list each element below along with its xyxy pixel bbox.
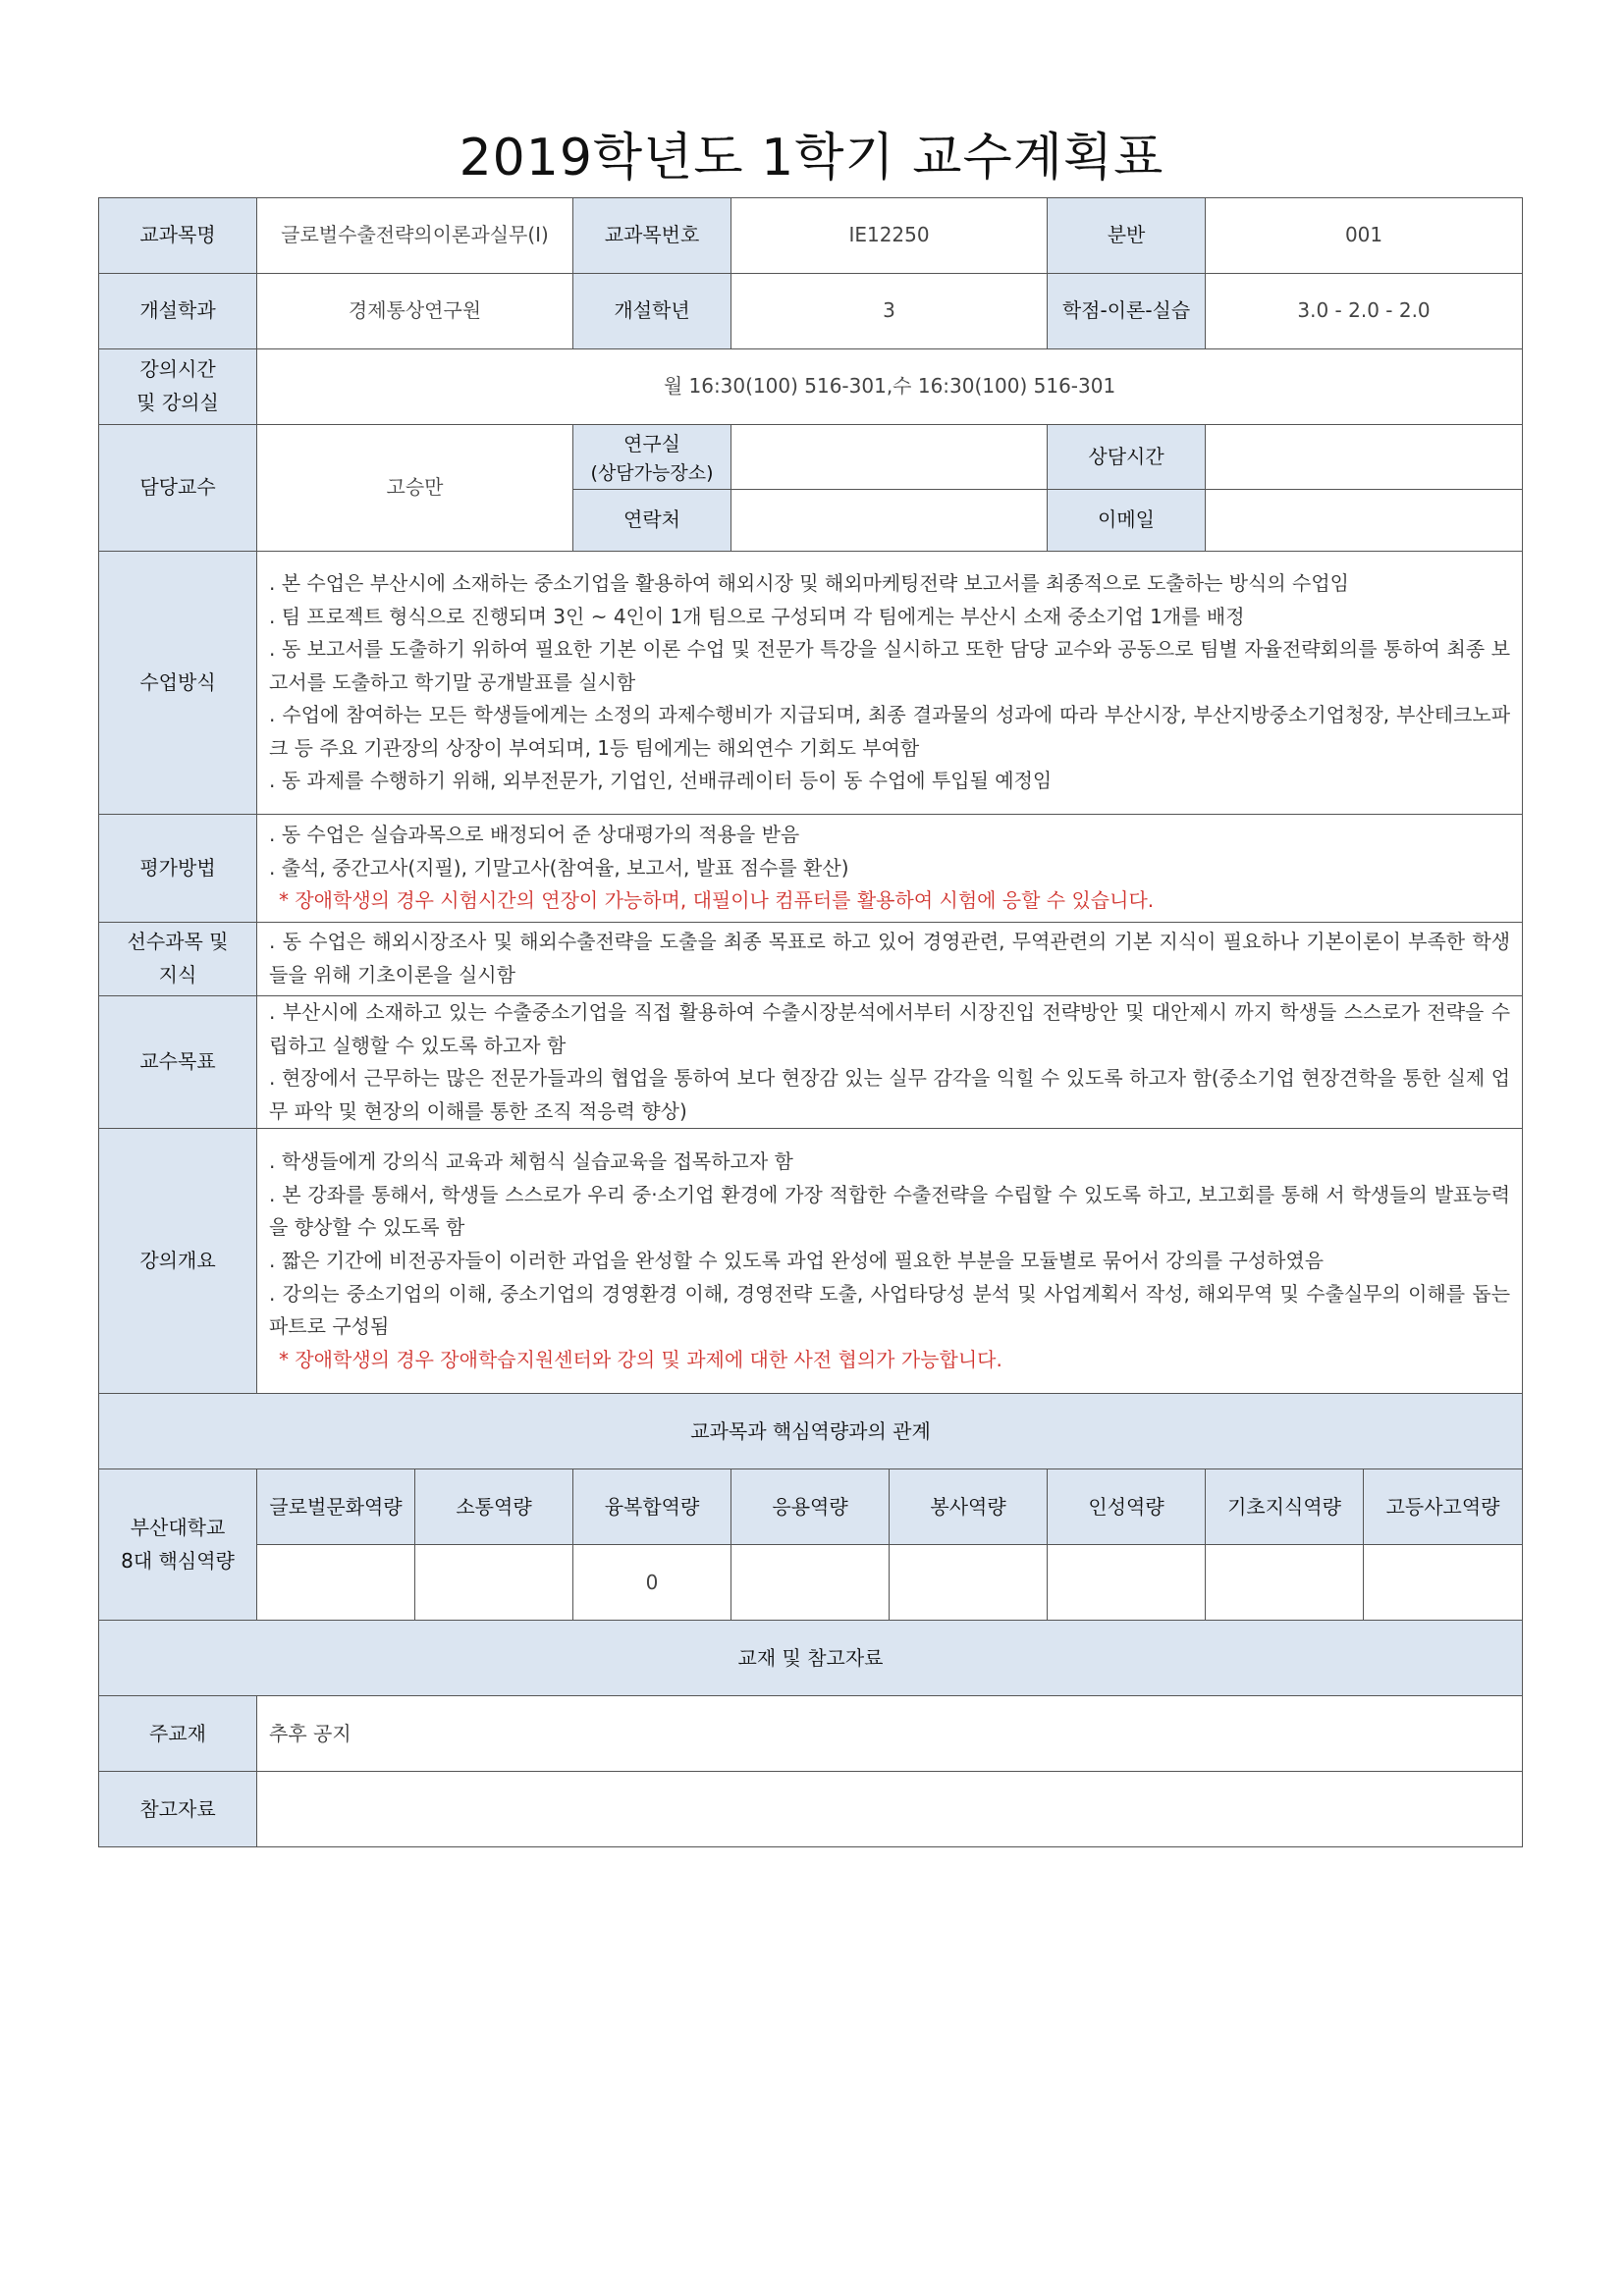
year-value: 3 bbox=[731, 274, 1048, 349]
main-textbook-label: 주교재 bbox=[99, 1696, 257, 1772]
page-title: 2019학년도 1학기 교수계획표 bbox=[459, 129, 1164, 187]
dept-label: 개설학과 bbox=[99, 274, 257, 349]
competency-value-8 bbox=[1364, 1545, 1523, 1621]
overview-note: * 장애학생의 경우 장애학습지원센터와 강의 및 과제에 대한 사전 협의가 가능합니다. bbox=[279, 1347, 1002, 1371]
competency-value-5 bbox=[890, 1545, 1048, 1621]
competency-header-6: 인성역량 bbox=[1048, 1469, 1206, 1545]
prof-value: 고승만 bbox=[257, 425, 573, 552]
contact-value bbox=[731, 490, 1048, 552]
overview-text bbox=[257, 1129, 1523, 1394]
competency-value-1 bbox=[257, 1545, 415, 1621]
competency-section-title: 교과목과 핵심역량과의 관계 bbox=[99, 1394, 1523, 1469]
course-name: 글로벌수출전략의이론과실무(I) bbox=[257, 198, 573, 274]
contact-label: 연락처 bbox=[573, 490, 731, 552]
overview-line-4: . 강의는 중소기업의 이해, 중소기업의 경영환경 이해, 경영전략 도출, 사업타당성 분석 및 사업계획서 작성, 해외무역 및 수출실무의 이해를 돕는 파트로 구성됨 bbox=[269, 1281, 1511, 1339]
dept-value: 경제통상연구원 bbox=[257, 274, 573, 349]
overview-line-3: . 짧은 기간에 비전공자들이 이러한 과업을 완성할 수 있도록 과업 완성에 필요한 부분을 모듈별로 묶어서 강의를 구성하였음 bbox=[269, 1249, 1325, 1273]
method-line-3: . 동 보고서를 도출하기 위하여 필요한 기본 이론 수업 및 전문가 특강을 실시하고 또한 담당 교수와 공동으로 팀별 자율전략회의를 통하여 최종 보고서를 도출하고 학기말 공개발표를 실시함 bbox=[269, 637, 1511, 694]
textbook-section-title: 교재 및 참고자료 bbox=[99, 1621, 1523, 1696]
course-row bbox=[99, 198, 1523, 274]
method-line-2: . 팀 프로젝트 형식으로 진행되며 3인 ~ 4인이 1개 팀으로 구성되며 각 팀에게는 부산시 소재 중소기업 1개를 배정 bbox=[269, 604, 1245, 628]
evaluation-text bbox=[257, 815, 1523, 923]
competency-value-2 bbox=[415, 1545, 573, 1621]
evaluation-line-1: . 동 수업은 실습과목으로 배정되어 준 상대평가의 적용을 받음 bbox=[269, 823, 800, 847]
reference-label: 참고자료 bbox=[99, 1772, 257, 1847]
evaluation-row bbox=[99, 815, 1523, 923]
goals-label: 교수목표 bbox=[99, 996, 257, 1129]
competency-value-4 bbox=[731, 1545, 890, 1621]
course-name-label: 교과목명 bbox=[99, 198, 257, 274]
reference-value bbox=[257, 1772, 1523, 1847]
email-label: 이메일 bbox=[1048, 490, 1206, 552]
competency-value-row bbox=[99, 1545, 1523, 1621]
prof-label: 담당교수 bbox=[99, 425, 257, 552]
competency-label-line-1: 부산대학교 bbox=[130, 1516, 226, 1540]
course-no-label: 교과목번호 bbox=[573, 198, 731, 274]
method-line-4: . 수업에 참여하는 모든 학생들에게는 소정의 과제수행비가 지급되며, 최종 결과물의 성과에 따라 부산시장, 부산지방중소기업청장, 부산테크노파크 등 주요 기관장의 상장이 부여되며, 1등 팀에게는 해외연수 기회도 부여함 bbox=[269, 703, 1511, 760]
competency-header-4: 응용역량 bbox=[731, 1469, 890, 1545]
time-value: 월 16:30(100) 516-301,수 16:30(100) 516-301 bbox=[257, 349, 1523, 425]
method-row bbox=[99, 552, 1523, 815]
goals-row bbox=[99, 996, 1523, 1129]
time-row bbox=[99, 349, 1523, 425]
credit-label: 학점-이론-실습 bbox=[1048, 274, 1206, 349]
textbook-title-row bbox=[99, 1621, 1523, 1696]
competency-header-8: 고등사고역량 bbox=[1364, 1469, 1523, 1545]
consult-label: 상담시간 bbox=[1048, 425, 1206, 490]
dept-row bbox=[99, 274, 1523, 349]
competency-value-7 bbox=[1206, 1545, 1364, 1621]
competency-label-line-2: 8대 핵심역량 bbox=[121, 1548, 235, 1573]
course-no: IE12250 bbox=[731, 198, 1048, 274]
section-label: 분반 bbox=[1048, 198, 1206, 274]
method-line-1: . 본 수업은 부산시에 소재하는 중소기업을 활용하여 해외시장 및 해외마케팅전략 보고서를 최종적으로 도출하는 방식의 수업임 bbox=[269, 570, 1350, 595]
email-value bbox=[1206, 490, 1523, 552]
time-label-line-2: 및 강의실 bbox=[136, 391, 219, 414]
goals-text bbox=[257, 996, 1523, 1129]
competency-label bbox=[99, 1469, 257, 1621]
competency-header-5: 봉사역량 bbox=[890, 1469, 1048, 1545]
overview-line-2: . 본 강좌를 통해서, 학생들 스스로가 우리 중·소기업 환경에 가장 적합한 수출전략을 수립할 수 있도록 하고, 보고회를 통해 서 학생들의 발표능력을 향상할 수 있도록 함 bbox=[269, 1182, 1511, 1240]
main-textbook-value: 추후 공지 bbox=[257, 1696, 1523, 1772]
goals-line-1: . 부산시에 소재하고 있는 수출중소기업을 직접 활용하여 수출시장분석에서부터 시장진입 전략방안 및 대안제시 까지 학생들 스스로가 전략을 수립하고 실행할 수 있도록 하고자 함 bbox=[269, 1000, 1511, 1057]
office-label-line-1: 연구실 bbox=[623, 431, 680, 455]
section-value: 001 bbox=[1206, 198, 1523, 274]
method-text bbox=[257, 552, 1523, 815]
competency-header-7: 기초지식역량 bbox=[1206, 1469, 1364, 1545]
competency-title-row bbox=[99, 1394, 1523, 1469]
overview-row bbox=[99, 1129, 1523, 1394]
time-label bbox=[99, 349, 257, 425]
prereq-label-line-2: 지식 bbox=[158, 963, 197, 987]
goals-line-2: . 현장에서 근무하는 많은 전문가들과의 협업을 통하여 보다 현장감 있는 실무 감각을 익힐 수 있도록 하고자 함(중소기업 현장견학을 통한 실제 업무 파악 및 현장의 이해를 통한 조직 적응력 향상) bbox=[269, 1066, 1511, 1123]
competency-header-row bbox=[99, 1469, 1523, 1545]
credit-value: 3.0 - 2.0 - 2.0 bbox=[1206, 274, 1523, 349]
method-label: 수업방식 bbox=[99, 552, 257, 815]
overview-line-1: . 학생들에게 강의식 교육과 체험식 실습교육을 접목하고자 함 bbox=[269, 1149, 793, 1174]
overview-label: 강의개요 bbox=[99, 1129, 257, 1394]
main-textbook-row bbox=[99, 1696, 1523, 1772]
evaluation-line-2: . 출석, 중간고사(지필), 기말고사(참여율, 보고서, 발표 점수를 환산) bbox=[269, 855, 849, 880]
prof-row-1 bbox=[99, 425, 1523, 490]
office-value bbox=[731, 425, 1048, 490]
competency-header-2: 소통역량 bbox=[415, 1469, 573, 1545]
year-label: 개설학년 bbox=[573, 274, 731, 349]
time-label-line-1: 강의시간 bbox=[139, 357, 216, 382]
prereq-text: . 동 수업은 해외시장조사 및 해외수출전략을 도출을 최종 목표로 하고 있어 경영관련, 무역관련의 기본 지식이 필요하나 기본이론이 부족한 학생들을 위해 기초이론을 실시함 bbox=[257, 923, 1523, 996]
evaluation-label: 평가방법 bbox=[99, 815, 257, 923]
prereq-row bbox=[99, 923, 1523, 996]
consult-value bbox=[1206, 425, 1523, 490]
competency-value-6 bbox=[1048, 1545, 1206, 1621]
method-line-5: . 동 과제를 수행하기 위해, 외부전문가, 기업인, 선배큐레이터 등이 동 수업에 투입될 예정임 bbox=[269, 769, 1053, 793]
syllabus-table bbox=[98, 197, 1523, 1847]
competency-header-3: 융복합역량 bbox=[573, 1469, 731, 1545]
competency-header-1: 글로벌문화역량 bbox=[257, 1469, 415, 1545]
prereq-label-line-1: 선수과목 및 bbox=[127, 930, 229, 954]
reference-row bbox=[99, 1772, 1523, 1847]
evaluation-note: * 장애학생의 경우 시험시간의 연장이 가능하며, 대필이나 컴퓨터를 활용하여 시험에 응할 수 있습니다. bbox=[279, 888, 1155, 913]
prereq-label bbox=[99, 923, 257, 996]
office-label bbox=[573, 425, 731, 490]
office-label-line-2: (상담가능장소) bbox=[590, 462, 714, 485]
competency-value-3: 0 bbox=[573, 1545, 731, 1621]
